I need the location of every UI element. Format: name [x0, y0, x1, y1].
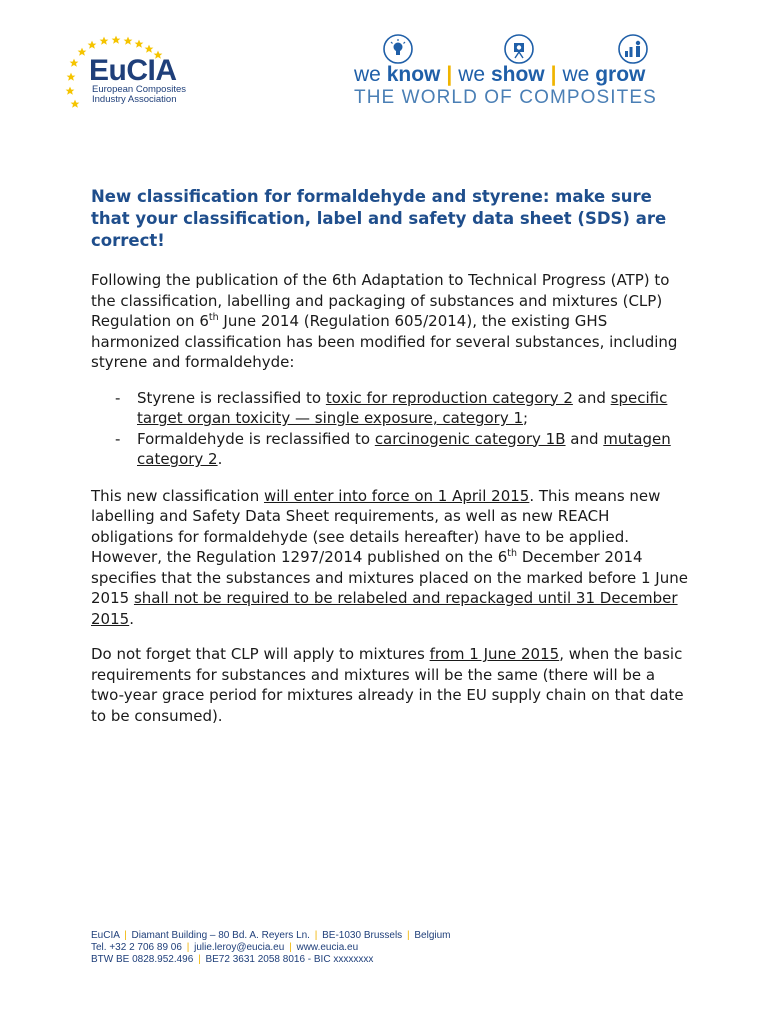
- footer-website-link[interactable]: www.eucia.eu: [296, 942, 359, 953]
- gear-icon: [503, 33, 535, 65]
- lightbulb-icon: [382, 33, 414, 65]
- footer-banking: BTW BE 0828.952.496 | BE72 3631 2058 8016 - BIC xxxxxxxx: [91, 954, 374, 965]
- list-item-formaldehyde: - Formaldehyde is reclassified to carcinogenic category 1B and mutagen category 2.: [115, 429, 691, 470]
- tagline-world: THE WORLD OF COMPOSITES: [354, 87, 657, 108]
- classification-list: [91, 388, 691, 470]
- document-title: New classification for formaldehyde and styrene: make sure that your classification, label and safety data sheet (SDS) are correct!: [91, 187, 667, 250]
- growth-people-icon: [617, 33, 649, 65]
- document-body: [91, 186, 691, 741]
- list-item-styrene: - Styrene is reclassified to toxic for reproduction category 2 and specific target organ toxicity — single exposure, category 1;: [115, 388, 691, 429]
- paragraph-intro: Following the publication of the 6th Adaptation to Technical Progress (ATP) to the classification, labelling and packaging of substances and mixtures (CLP) Regulation on 6th June 2014 (Regulation 605/2014), the existing GHS harmonized classification has been modified for several substances, including styrene and formaldehyde:: [91, 271, 678, 371]
- logo-name: EuCIA: [89, 54, 177, 87]
- footer-email-link[interactable]: julie.leroy@eucia.eu: [194, 942, 285, 953]
- tagline: we know | we show | we grow: [354, 63, 646, 86]
- footer-address: EuCIA | Diamant Building – 80 Bd. A. Reyers Ln. | BE-1030 Brussels | Belgium: [91, 930, 451, 941]
- paragraph-mixtures: Do not forget that CLP will apply to mixtures from 1 June 2015, when the basic requirements for substances and mixtures will be the same (there will be a two-year grace period for mixtures already in the EU supply chain on that date to be consumed).: [91, 645, 684, 725]
- footer: [91, 930, 451, 966]
- footer-contact: Tel. +32 2 706 89 06 | julie.leroy@eucia.eu | www.eucia.eu: [91, 942, 359, 953]
- eucia-logo: [58, 32, 208, 112]
- logo-subtitle: European Composites Industry Association: [92, 84, 186, 105]
- tagline-logo: [352, 33, 688, 113]
- paragraph-entry-into-force: This new classification will enter into force on 1 April 2015. This means new labelling and Safety Data Sheet requirements, as well as new REACH obligations for formaldehyde (see details hereafter) have to be applied. However, the Regulation 1297/2014 published on the 6th December 2014 specifies that the substances and mixtures placed on the marked before 1 June 2015 shall not be required to be relabeled and repackaged until 31 December 2015.: [91, 486, 688, 628]
